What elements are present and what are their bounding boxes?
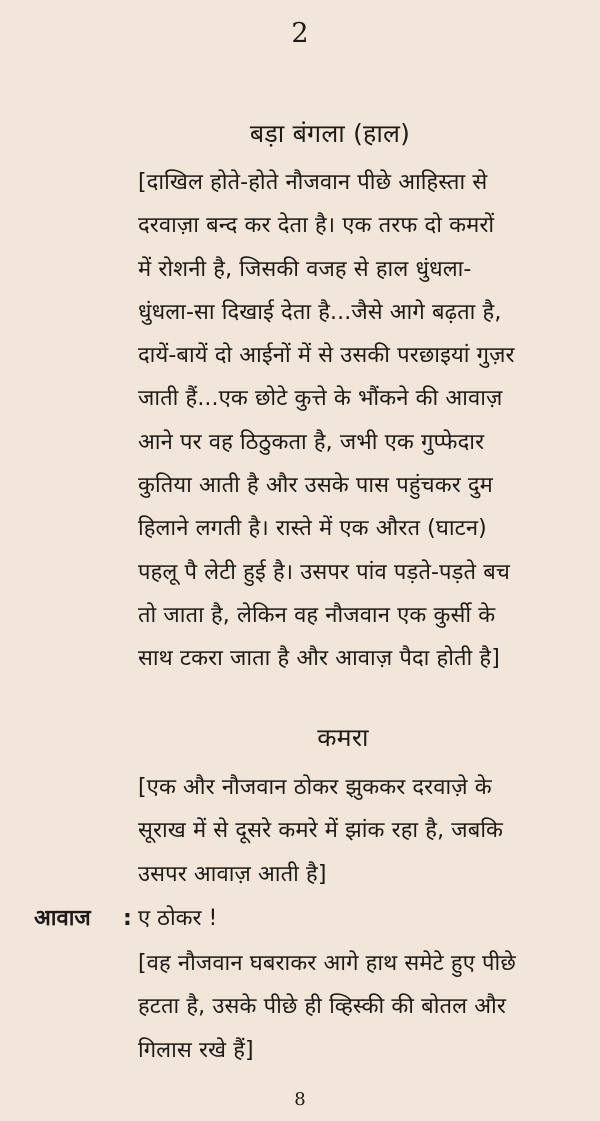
text-line: पहलू पै लेटी हुई है। उसपर पांव पड़ते-पड़ते बच [138, 559, 510, 585]
speaker-name: आवाज [34, 906, 91, 931]
dialogue-text: ए ठोकर ! [138, 906, 218, 931]
page-footer-number: 8 [294, 1089, 306, 1110]
text-line: धुंधला-सा दिखाई देता है...जैसे आगे बढ़ता है, [138, 299, 502, 325]
stage-direction-hall [138, 161, 578, 681]
text-line: आने पर वह ठिठुकता है, जभी एक गुप्फेदार [138, 429, 485, 455]
text-line: दायें-बायें दो आईनों में से उसकी परछाइयां गुज़र [138, 343, 515, 369]
speaker-colon: : [123, 906, 132, 931]
text-line: हिलाने लगती है। रास्ते में एक औरत (घाटन) [138, 516, 487, 542]
page-top-number: 2 [291, 18, 309, 49]
text-line: साथ टकरा जाता है और आवाज़ पैदा होती है] [138, 646, 500, 672]
text-line: कुतिया आती है और उसके पास पहुंचकर दुम [138, 473, 493, 499]
scene-heading-hall: बड़ा बंगला (हाल) [249, 119, 411, 148]
text-line: उसपर आवाज़ आती है] [138, 861, 327, 887]
text-line: सूराख में से दूसरे कमरे में झांक रहा है, जबकि [138, 818, 504, 844]
text-line: तो जाता है, लेकिन वह नौजवान एक कुर्सी के [138, 602, 496, 628]
scene-heading-room: कमरा [317, 723, 369, 752]
text-line: गिलास रखे हैं] [138, 1037, 254, 1063]
text-line: हटता है, उसके पीछे ही व्हिस्की की बोतल और [138, 994, 506, 1020]
stage-direction-after-dialogue [138, 942, 578, 1072]
stage-direction-room [138, 766, 578, 896]
text-line: दरवाज़ा बन्द कर देता है। एक तरफ दो कमरों [138, 213, 495, 239]
text-line: [दाखिल होते-होते नौजवान पीछे आहिस्ता से [138, 170, 488, 195]
text-line: जाती हैं...एक छोटे कुत्ते के भौंकने की आवाज़ [138, 386, 503, 412]
text-line: [वह नौजवान घबराकर आगे हाथ समेटे हुए पीछे [138, 951, 516, 976]
text-line: [एक और नौजवान ठोकर झुककर दरवाज़े के [138, 775, 492, 800]
text-line: में रोशनी है, जिसकी वजह से हाल धुंधला- [138, 256, 472, 282]
dialogue-row [34, 897, 594, 941]
